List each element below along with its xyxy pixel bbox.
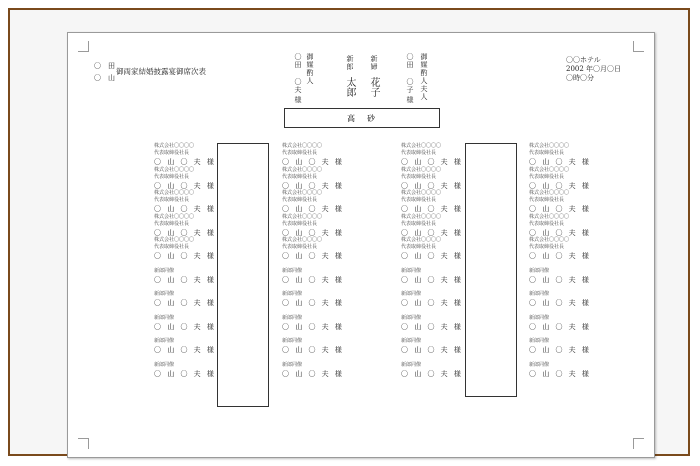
guest-name: 〇 山 〇 夫 様 (401, 158, 463, 166)
guest-entry (529, 262, 609, 286)
guest-company: 株式会社〇〇〇〇 (401, 213, 442, 220)
guest-name: 〇 山 〇 夫 様 (282, 322, 344, 331)
guest-relation: 新郎同僚 (529, 267, 550, 274)
guest-position: 代表取締役社長 (401, 197, 437, 203)
guest-company: 株式会社〇〇〇〇 (154, 237, 195, 243)
guest-position: 代表取締役社長 (529, 150, 565, 156)
guest-position: 代表取締役社長 (154, 244, 190, 250)
guest-relation: 新郎同僚 (529, 314, 550, 321)
guest-name: 〇 山 〇 夫 様 (529, 299, 591, 307)
guest-name: 〇 山 〇 夫 様 (401, 228, 463, 237)
guest-position: 代表取締役社長 (154, 197, 190, 203)
left-nakodo-role: 御媒酌人 (306, 53, 314, 85)
guest-entry (154, 332, 234, 356)
guest-company: 株式会社〇〇〇〇 (401, 166, 442, 173)
guest-name: 〇 山 〇 夫 様 (529, 158, 591, 166)
guest-position: 代表取締役社長 (282, 244, 318, 250)
guest-name: 〇 山 〇 夫 様 (282, 275, 344, 284)
guest-name: 〇 山 〇 夫 様 (401, 252, 463, 260)
family-name-2: 〇 山 (94, 74, 115, 82)
guest-name: 〇 山 〇 夫 様 (154, 228, 216, 237)
guest-position: 代表取締役社長 (529, 197, 565, 203)
guest-relation: 新郎同僚 (154, 338, 175, 344)
guest-position: 代表取締役社長 (401, 244, 437, 250)
guest-entry (529, 309, 609, 333)
guest-entry (282, 191, 362, 215)
guest-entry (529, 285, 609, 309)
guest-name: 〇 山 〇 夫 様 (529, 369, 591, 378)
guest-company: 株式会社〇〇〇〇 (282, 143, 323, 149)
guest-name: 〇 山 〇 夫 様 (154, 181, 216, 190)
head-table (284, 108, 440, 128)
guest-position: 代表取締役社長 (154, 220, 190, 227)
guest-position: 代表取締役社長 (529, 244, 565, 250)
guest-name: 〇 山 〇 夫 様 (529, 275, 591, 284)
family-name-1: 〇 田 (94, 62, 115, 70)
guest-entry (154, 285, 234, 309)
guest-position: 代表取締役社長 (529, 173, 565, 180)
guest-column-1 (154, 144, 234, 379)
guest-name: 〇 山 〇 夫 様 (282, 228, 344, 237)
guest-name: 〇 山 〇 夫 様 (401, 181, 463, 190)
guest-relation: 新郎同僚 (401, 314, 422, 321)
guest-entry (154, 215, 234, 239)
guest-name: 〇 山 〇 夫 様 (282, 158, 344, 166)
guest-name: 〇 山 〇 夫 様 (401, 205, 463, 213)
guest-company: 株式会社〇〇〇〇 (529, 237, 570, 243)
guest-column-2 (282, 144, 362, 379)
guest-relation: 新郎同僚 (282, 267, 303, 274)
guest-position: 代表取締役社長 (401, 173, 437, 180)
guest-entry (282, 215, 362, 239)
guest-relation: 新郎同僚 (401, 291, 422, 297)
guest-entry (529, 215, 609, 239)
guest-name: 〇 山 〇 夫 様 (529, 205, 591, 213)
guest-company: 株式会社〇〇〇〇 (282, 237, 323, 243)
groom-role: 新郎 (346, 55, 354, 71)
crop-mark-top-right (633, 41, 644, 52)
guest-column-3 (401, 144, 481, 379)
guest-entry (154, 309, 234, 333)
document-title: 御両家結婚披露宴御席次表 (116, 67, 206, 76)
guest-name: 〇 山 〇 夫 様 (154, 252, 216, 260)
guest-entry (154, 191, 234, 215)
document-page (67, 32, 655, 458)
guest-entry (282, 238, 362, 262)
guest-name: 〇 山 〇 夫 様 (282, 299, 344, 307)
guest-company: 株式会社〇〇〇〇 (401, 143, 442, 149)
guest-name: 〇 山 〇 夫 様 (282, 369, 344, 378)
guest-entry (154, 144, 234, 168)
guest-name: 〇 山 〇 夫 様 (282, 181, 344, 190)
guest-relation: 新郎同僚 (154, 361, 175, 368)
guest-name: 〇 山 〇 夫 様 (282, 252, 344, 260)
guest-position: 代表取締役社長 (154, 173, 190, 180)
crop-mark-bottom-left (78, 438, 89, 449)
guest-company: 株式会社〇〇〇〇 (154, 213, 195, 220)
guest-entry (282, 285, 362, 309)
bride-name: 花子 (368, 77, 379, 97)
guest-name: 〇 山 〇 夫 様 (154, 369, 216, 378)
guest-name: 〇 山 〇 夫 様 (282, 346, 344, 354)
guest-company: 株式会社〇〇〇〇 (282, 190, 323, 196)
guest-entry (401, 309, 481, 333)
guest-entry (529, 238, 609, 262)
guest-entry (282, 262, 362, 286)
guest-entry (282, 332, 362, 356)
right-nakodo-name-b: 〇子 (406, 78, 414, 94)
head-table-label: 高 砂 (347, 113, 377, 123)
guest-company: 株式会社〇〇〇〇 (154, 143, 195, 149)
guest-entry (282, 168, 362, 192)
guest-entry (282, 356, 362, 380)
bride-role: 新婦 (370, 55, 378, 71)
guest-entry (401, 285, 481, 309)
right-nakodo-role: 御媒酌人夫人 (420, 53, 428, 101)
guest-company: 株式会社〇〇〇〇 (529, 213, 570, 220)
guest-position: 代表取締役社長 (282, 197, 318, 203)
guest-name: 〇 山 〇 夫 様 (529, 181, 591, 190)
guest-company: 株式会社〇〇〇〇 (154, 166, 195, 173)
guest-relation: 新郎同僚 (282, 291, 303, 297)
left-nakodo-honorific: 様 (294, 96, 302, 104)
guest-company: 株式会社〇〇〇〇 (282, 166, 323, 173)
guest-entry (401, 356, 481, 380)
guest-relation: 新郎同僚 (282, 361, 303, 368)
guest-entry (154, 356, 234, 380)
guest-company: 株式会社〇〇〇〇 (154, 190, 195, 196)
guest-entry (529, 332, 609, 356)
guest-company: 株式会社〇〇〇〇 (282, 213, 323, 220)
guest-relation: 新郎同僚 (401, 361, 422, 368)
crop-mark-bottom-right (633, 438, 644, 449)
guest-position: 代表取締役社長 (401, 150, 437, 156)
guest-name: 〇 山 〇 夫 様 (154, 322, 216, 331)
guest-position: 代表取締役社長 (282, 150, 318, 156)
guest-company: 株式会社〇〇〇〇 (401, 237, 442, 243)
guest-entry (154, 238, 234, 262)
guest-position: 代表取締役社長 (282, 173, 318, 180)
guest-relation: 新郎同僚 (529, 291, 550, 297)
guest-entry (529, 356, 609, 380)
guest-name: 〇 山 〇 夫 様 (529, 322, 591, 331)
guest-entry (401, 168, 481, 192)
guest-column-4 (529, 144, 609, 379)
guest-company: 株式会社〇〇〇〇 (401, 190, 442, 196)
guest-name: 〇 山 〇 夫 様 (154, 158, 216, 166)
guest-name: 〇 山 〇 夫 様 (401, 346, 463, 354)
event-date: 2002 年〇月〇日 (566, 65, 622, 73)
guest-name: 〇 山 〇 夫 様 (154, 205, 216, 213)
guest-name: 〇 山 〇 夫 様 (401, 275, 463, 284)
event-time: 〇時〇分 (566, 74, 594, 82)
right-nakodo-name-a: 〇田 (406, 53, 414, 69)
guest-entry (529, 144, 609, 168)
left-nakodo-name-b: 〇夫 (294, 78, 302, 94)
guest-relation: 新郎同僚 (154, 291, 175, 297)
page-frame (8, 8, 690, 456)
guest-relation: 新郎同僚 (154, 267, 175, 274)
guest-entry (282, 309, 362, 333)
venue-name: 〇〇ホテル (566, 56, 601, 64)
guest-entry (529, 191, 609, 215)
guest-entry (154, 262, 234, 286)
guest-entry (401, 238, 481, 262)
guest-name: 〇 山 〇 夫 様 (282, 205, 344, 213)
guest-position: 代表取締役社長 (529, 220, 565, 227)
guest-entry (529, 168, 609, 192)
guest-name: 〇 山 〇 夫 様 (529, 252, 591, 260)
guest-entry (401, 144, 481, 168)
guest-entry (401, 332, 481, 356)
guest-entry (282, 144, 362, 168)
guest-entry (401, 215, 481, 239)
guest-company: 株式会社〇〇〇〇 (529, 166, 570, 173)
guest-relation: 新郎同僚 (154, 314, 175, 321)
guest-name: 〇 山 〇 夫 様 (529, 346, 591, 354)
guest-position: 代表取締役社長 (154, 150, 190, 156)
guest-relation: 新郎同僚 (401, 338, 422, 344)
guest-name: 〇 山 〇 夫 様 (401, 369, 463, 378)
guest-position: 代表取締役社長 (282, 220, 318, 227)
guest-name: 〇 山 〇 夫 様 (154, 346, 216, 354)
guest-position: 代表取締役社長 (401, 220, 437, 227)
guest-entry (401, 191, 481, 215)
guest-name: 〇 山 〇 夫 様 (154, 299, 216, 307)
groom-name: 太郎 (344, 77, 355, 97)
crop-mark-top-left (78, 41, 89, 52)
guest-company: 株式会社〇〇〇〇 (529, 190, 570, 196)
guest-relation: 新郎同僚 (282, 338, 303, 344)
guest-relation: 新郎同僚 (401, 267, 422, 274)
guest-name: 〇 山 〇 夫 様 (154, 275, 216, 284)
guest-entry (401, 262, 481, 286)
guest-relation: 新郎同僚 (529, 338, 550, 344)
guest-name: 〇 山 〇 夫 様 (401, 322, 463, 331)
right-nakodo-honorific: 様 (406, 96, 414, 104)
guest-name: 〇 山 〇 夫 様 (529, 228, 591, 237)
guest-relation: 新郎同僚 (282, 314, 303, 321)
guest-name: 〇 山 〇 夫 様 (401, 299, 463, 307)
left-nakodo-name-a: 〇田 (294, 53, 302, 69)
guest-entry (154, 168, 234, 192)
guest-company: 株式会社〇〇〇〇 (529, 143, 570, 149)
guest-relation: 新郎同僚 (529, 361, 550, 368)
